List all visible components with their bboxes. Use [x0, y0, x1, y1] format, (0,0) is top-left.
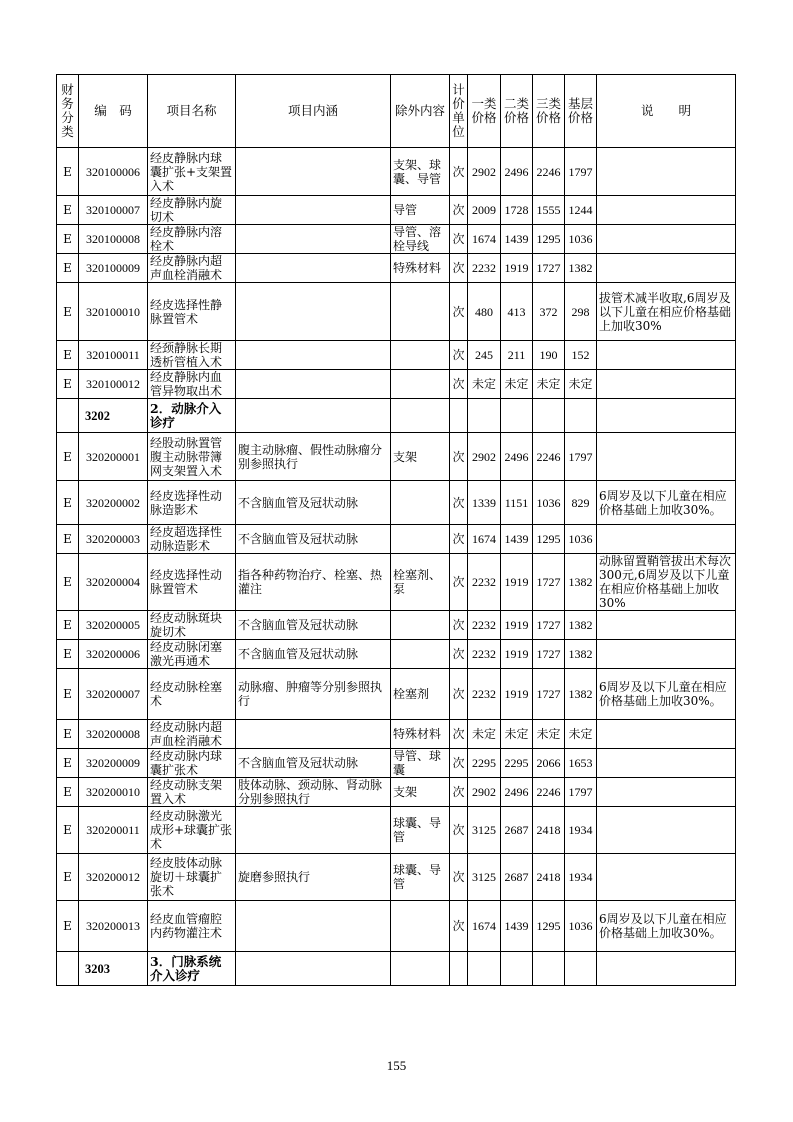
table-row	[57, 554, 736, 611]
price-1-cell: 1674	[468, 525, 501, 554]
name-cell: 3．门脉系统介入诊疗	[148, 952, 236, 986]
code-cell: 320200011	[79, 807, 148, 854]
price-3-cell: 1295	[533, 225, 565, 254]
price-1-cell: 2295	[468, 749, 501, 778]
price-3-cell: 未定	[533, 370, 565, 399]
code-cell: 320100012	[79, 370, 148, 399]
name-cell: 经皮动脉内超声血栓消融术	[148, 720, 236, 749]
unit-cell	[450, 399, 468, 433]
table-row	[57, 749, 736, 778]
table-row	[57, 640, 736, 669]
price-1-cell: 2009	[468, 196, 501, 225]
price-3-cell: 2246	[533, 433, 565, 481]
price-4-cell	[565, 399, 597, 433]
price-2-cell: 1919	[501, 254, 533, 283]
excluded-cell	[391, 283, 450, 341]
code-cell: 320200013	[79, 901, 148, 952]
table-row	[57, 148, 736, 196]
price-1-cell: 2902	[468, 433, 501, 481]
category-cell: E	[57, 254, 79, 283]
name-cell: 经皮选择性动脉造影术	[148, 481, 236, 525]
code-cell: 320200012	[79, 854, 148, 901]
price-2-cell: 211	[501, 341, 533, 370]
price-4-cell: 1036	[565, 901, 597, 952]
price-4-cell: 1797	[565, 433, 597, 481]
unit-cell: 次	[450, 854, 468, 901]
unit-cell: 次	[450, 669, 468, 720]
content-cell	[236, 196, 391, 225]
price-3-cell: 1727	[533, 669, 565, 720]
note-cell	[597, 807, 736, 854]
table-row	[57, 720, 736, 749]
category-cell: E	[57, 901, 79, 952]
fee-table-body	[57, 148, 736, 986]
price-2-cell: 1919	[501, 669, 533, 720]
price-4-cell: 1244	[565, 196, 597, 225]
header-content: 项目内涵	[236, 75, 391, 148]
name-cell: 经皮动脉支架置入术	[148, 778, 236, 807]
category-cell: E	[57, 225, 79, 254]
code-cell: 320200003	[79, 525, 148, 554]
price-2-cell: 413	[501, 283, 533, 341]
price-3-cell: 1295	[533, 901, 565, 952]
excluded-cell	[391, 901, 450, 952]
header-price-3: 三类价格	[533, 75, 565, 148]
content-cell: 指各种药物治疗、栓塞、热灌注	[236, 554, 391, 611]
price-4-cell: 1382	[565, 554, 597, 611]
price-3-cell	[533, 399, 565, 433]
header-note: 说 明	[597, 75, 736, 148]
code-cell: 320100010	[79, 283, 148, 341]
excluded-cell	[391, 525, 450, 554]
content-cell	[236, 720, 391, 749]
excluded-cell	[391, 640, 450, 669]
category-cell	[57, 952, 79, 986]
price-4-cell: 1797	[565, 148, 597, 196]
price-1-cell: 2232	[468, 254, 501, 283]
table-row	[57, 901, 736, 952]
price-3-cell: 2418	[533, 854, 565, 901]
note-cell	[597, 778, 736, 807]
price-1-cell: 480	[468, 283, 501, 341]
note-cell	[597, 399, 736, 433]
page-number: 155	[386, 1058, 407, 1073]
price-2-cell: 2687	[501, 854, 533, 901]
unit-cell: 次	[450, 611, 468, 640]
price-2-cell: 1919	[501, 554, 533, 611]
header-price-4: 基层价格	[565, 75, 597, 148]
price-3-cell: 1036	[533, 481, 565, 525]
header-price-1: 一类价格	[468, 75, 501, 148]
table-row	[57, 254, 736, 283]
header-price-2: 二类价格	[501, 75, 533, 148]
section-row	[57, 399, 736, 433]
excluded-cell	[391, 481, 450, 525]
name-cell: 经皮肢体动脉旋切＋球囊扩张术	[148, 854, 236, 901]
note-cell	[597, 254, 736, 283]
price-3-cell: 1727	[533, 254, 565, 283]
price-4-cell: 未定	[565, 720, 597, 749]
table-row	[57, 433, 736, 481]
content-cell	[236, 952, 391, 986]
code-cell: 320100007	[79, 196, 148, 225]
unit-cell: 次	[450, 283, 468, 341]
unit-cell: 次	[450, 720, 468, 749]
code-cell: 3203	[79, 952, 148, 986]
content-cell: 动脉瘤、肿瘤等分别参照执行	[236, 669, 391, 720]
price-4-cell: 1934	[565, 807, 597, 854]
unit-cell: 次	[450, 341, 468, 370]
unit-cell: 次	[450, 525, 468, 554]
price-2-cell: 2496	[501, 778, 533, 807]
unit-cell: 次	[450, 778, 468, 807]
price-4-cell	[565, 952, 597, 986]
category-cell: E	[57, 525, 79, 554]
category-cell: E	[57, 611, 79, 640]
content-cell: 不含脑血管及冠状动脉	[236, 525, 391, 554]
price-2-cell: 2295	[501, 749, 533, 778]
table-row	[57, 370, 736, 399]
price-1-cell: 1674	[468, 225, 501, 254]
code-cell: 320200007	[79, 669, 148, 720]
excluded-cell: 栓塞剂	[391, 669, 450, 720]
price-1-cell: 1674	[468, 901, 501, 952]
excluded-cell: 支架	[391, 433, 450, 481]
content-cell: 腹主动脉瘤、假性动脉瘤分别参照执行	[236, 433, 391, 481]
price-4-cell: 829	[565, 481, 597, 525]
note-cell	[597, 433, 736, 481]
excluded-cell: 球囊、导管	[391, 807, 450, 854]
note-cell	[597, 720, 736, 749]
unit-cell: 次	[450, 901, 468, 952]
table-row	[57, 611, 736, 640]
name-cell: 经皮超选择性动脉造影术	[148, 525, 236, 554]
price-4-cell: 1382	[565, 611, 597, 640]
price-4-cell: 1382	[565, 640, 597, 669]
category-cell: E	[57, 778, 79, 807]
price-4-cell: 1797	[565, 778, 597, 807]
excluded-cell: 导管、球囊	[391, 749, 450, 778]
category-cell: E	[57, 720, 79, 749]
code-cell: 320100009	[79, 254, 148, 283]
price-2-cell	[501, 952, 533, 986]
unit-cell: 次	[450, 481, 468, 525]
price-1-cell	[468, 399, 501, 433]
content-cell	[236, 807, 391, 854]
price-2-cell: 1439	[501, 225, 533, 254]
code-cell: 320100008	[79, 225, 148, 254]
table-row	[57, 196, 736, 225]
unit-cell: 次	[450, 554, 468, 611]
price-1-cell: 2232	[468, 554, 501, 611]
unit-cell: 次	[450, 749, 468, 778]
price-4-cell: 1653	[565, 749, 597, 778]
name-cell: 经皮动脉闭塞激光再通术	[148, 640, 236, 669]
excluded-cell: 导管	[391, 196, 450, 225]
name-cell: 经皮血管瘤腔内药物灌注术	[148, 901, 236, 952]
content-cell: 肢体动脉、颈动脉、肾动脉分别参照执行	[236, 778, 391, 807]
name-cell: 经皮静脉内旋切术	[148, 196, 236, 225]
excluded-cell	[391, 399, 450, 433]
note-cell	[597, 341, 736, 370]
content-cell: 不含脑血管及冠状动脉	[236, 481, 391, 525]
price-2-cell: 2687	[501, 807, 533, 854]
content-cell	[236, 399, 391, 433]
table-row	[57, 778, 736, 807]
category-cell: E	[57, 554, 79, 611]
header-unit: 计价单位	[450, 75, 468, 148]
price-1-cell	[468, 952, 501, 986]
price-1-cell: 未定	[468, 720, 501, 749]
excluded-cell	[391, 611, 450, 640]
excluded-cell: 导管、溶栓导线	[391, 225, 450, 254]
note-cell	[597, 225, 736, 254]
category-cell: E	[57, 283, 79, 341]
price-3-cell: 2246	[533, 778, 565, 807]
price-4-cell: 298	[565, 283, 597, 341]
table-row	[57, 854, 736, 901]
table-row	[57, 283, 736, 341]
content-cell	[236, 901, 391, 952]
excluded-cell	[391, 341, 450, 370]
unit-cell: 次	[450, 370, 468, 399]
name-cell: 经皮静脉内溶栓术	[148, 225, 236, 254]
price-1-cell: 2902	[468, 148, 501, 196]
price-4-cell: 1036	[565, 525, 597, 554]
header-name: 项目名称	[148, 75, 236, 148]
name-cell: 2．动脉介入诊疗	[148, 399, 236, 433]
note-cell	[597, 749, 736, 778]
table-row	[57, 807, 736, 854]
name-cell: 经股动脉置管腹主动脉带簿网支架置入术	[148, 433, 236, 481]
content-cell	[236, 254, 391, 283]
content-cell: 不含脑血管及冠状动脉	[236, 749, 391, 778]
table-row	[57, 341, 736, 370]
name-cell: 经颈静脉长期透析管植入术	[148, 341, 236, 370]
category-cell: E	[57, 807, 79, 854]
code-cell: 320100011	[79, 341, 148, 370]
price-1-cell: 1339	[468, 481, 501, 525]
price-2-cell	[501, 399, 533, 433]
content-cell	[236, 341, 391, 370]
price-3-cell: 372	[533, 283, 565, 341]
excluded-cell	[391, 370, 450, 399]
note-cell	[597, 148, 736, 196]
unit-cell	[450, 952, 468, 986]
price-2-cell: 1439	[501, 525, 533, 554]
name-cell: 经皮选择性静脉置管术	[148, 283, 236, 341]
unit-cell: 次	[450, 640, 468, 669]
name-cell: 经皮动脉激光成形+球囊扩张术	[148, 807, 236, 854]
name-cell: 经皮动脉斑块旋切术	[148, 611, 236, 640]
price-2-cell: 2496	[501, 148, 533, 196]
note-cell	[597, 370, 736, 399]
price-3-cell: 1727	[533, 611, 565, 640]
name-cell: 经皮动脉栓塞术	[148, 669, 236, 720]
note-cell: 6周岁及以下儿童在相应价格基础上加收30%。	[597, 901, 736, 952]
content-cell	[236, 225, 391, 254]
header-row	[57, 75, 736, 148]
price-1-cell: 2232	[468, 640, 501, 669]
note-cell: 动脉留置鞘管拔出术每次300元,6周岁及以下儿童在相应价格基础上加收30%	[597, 554, 736, 611]
excluded-cell: 特殊材料	[391, 720, 450, 749]
price-3-cell: 2418	[533, 807, 565, 854]
content-cell: 不含脑血管及冠状动脉	[236, 611, 391, 640]
price-4-cell: 未定	[565, 370, 597, 399]
price-4-cell: 1382	[565, 669, 597, 720]
excluded-cell	[391, 952, 450, 986]
header-excluded: 除外内容	[391, 75, 450, 148]
fee-table	[56, 74, 736, 986]
note-cell	[597, 854, 736, 901]
price-3-cell: 未定	[533, 720, 565, 749]
note-cell: 6周岁及以下儿童在相应价格基础上加收30%。	[597, 669, 736, 720]
price-4-cell: 1382	[565, 254, 597, 283]
price-3-cell: 1727	[533, 640, 565, 669]
code-cell: 320200006	[79, 640, 148, 669]
header-code: 编 码	[79, 75, 148, 148]
price-2-cell: 2496	[501, 433, 533, 481]
content-cell	[236, 283, 391, 341]
price-3-cell: 2246	[533, 148, 565, 196]
category-cell: E	[57, 433, 79, 481]
price-1-cell: 2232	[468, 669, 501, 720]
category-cell: E	[57, 669, 79, 720]
excluded-cell: 支架、球囊、导管	[391, 148, 450, 196]
code-cell: 320200001	[79, 433, 148, 481]
name-cell: 经皮选择性动脉置管术	[148, 554, 236, 611]
category-cell: E	[57, 854, 79, 901]
code-cell: 320200010	[79, 778, 148, 807]
content-cell: 不含脑血管及冠状动脉	[236, 640, 391, 669]
price-2-cell: 1919	[501, 611, 533, 640]
price-1-cell: 2232	[468, 611, 501, 640]
unit-cell: 次	[450, 225, 468, 254]
category-cell: E	[57, 148, 79, 196]
note-cell	[597, 611, 736, 640]
name-cell: 经皮静脉内超声血栓消融术	[148, 254, 236, 283]
excluded-cell: 特殊材料	[391, 254, 450, 283]
price-2-cell: 1728	[501, 196, 533, 225]
price-3-cell: 1727	[533, 554, 565, 611]
content-cell	[236, 370, 391, 399]
category-cell: E	[57, 640, 79, 669]
code-cell: 320200008	[79, 720, 148, 749]
price-3-cell: 1295	[533, 525, 565, 554]
price-4-cell: 1036	[565, 225, 597, 254]
unit-cell: 次	[450, 196, 468, 225]
category-cell: E	[57, 481, 79, 525]
category-cell	[57, 399, 79, 433]
price-3-cell: 190	[533, 341, 565, 370]
code-cell: 320100006	[79, 148, 148, 196]
content-cell	[236, 148, 391, 196]
price-2-cell: 1151	[501, 481, 533, 525]
price-3-cell: 2066	[533, 749, 565, 778]
price-1-cell: 2902	[468, 778, 501, 807]
code-cell: 320200009	[79, 749, 148, 778]
header-category: 财务分类	[57, 75, 79, 148]
code-cell: 320200005	[79, 611, 148, 640]
price-2-cell: 未定	[501, 370, 533, 399]
section-row	[57, 952, 736, 986]
price-2-cell: 1919	[501, 640, 533, 669]
unit-cell: 次	[450, 433, 468, 481]
note-cell	[597, 525, 736, 554]
excluded-cell: 栓塞剂、泵	[391, 554, 450, 611]
category-cell: E	[57, 370, 79, 399]
name-cell: 经皮动脉内球囊扩张术	[148, 749, 236, 778]
price-4-cell: 1934	[565, 854, 597, 901]
note-cell	[597, 196, 736, 225]
note-cell	[597, 952, 736, 986]
unit-cell: 次	[450, 148, 468, 196]
category-cell: E	[57, 749, 79, 778]
table-row	[57, 525, 736, 554]
note-cell: 拔管术减半收取,6周岁及以下儿童在相应价格基础上加收30%	[597, 283, 736, 341]
unit-cell: 次	[450, 254, 468, 283]
category-cell: E	[57, 341, 79, 370]
price-1-cell: 未定	[468, 370, 501, 399]
name-cell: 经皮静脉内血管异物取出术	[148, 370, 236, 399]
price-2-cell: 未定	[501, 720, 533, 749]
table-row	[57, 669, 736, 720]
name-cell: 经皮静脉内球囊扩张+支架置入术	[148, 148, 236, 196]
code-cell: 3202	[79, 399, 148, 433]
price-1-cell: 245	[468, 341, 501, 370]
unit-cell: 次	[450, 807, 468, 854]
price-3-cell: 1555	[533, 196, 565, 225]
price-3-cell	[533, 952, 565, 986]
table-row	[57, 481, 736, 525]
price-1-cell: 3125	[468, 854, 501, 901]
category-cell: E	[57, 196, 79, 225]
price-4-cell: 152	[565, 341, 597, 370]
table-row	[57, 225, 736, 254]
note-cell: 6周岁及以下儿童在相应价格基础上加收30%。	[597, 481, 736, 525]
code-cell: 320200002	[79, 481, 148, 525]
price-2-cell: 1439	[501, 901, 533, 952]
code-cell: 320200004	[79, 554, 148, 611]
note-cell	[597, 640, 736, 669]
price-1-cell: 3125	[468, 807, 501, 854]
excluded-cell: 球囊、导管	[391, 854, 450, 901]
excluded-cell: 支架	[391, 778, 450, 807]
content-cell: 旋磨参照执行	[236, 854, 391, 901]
